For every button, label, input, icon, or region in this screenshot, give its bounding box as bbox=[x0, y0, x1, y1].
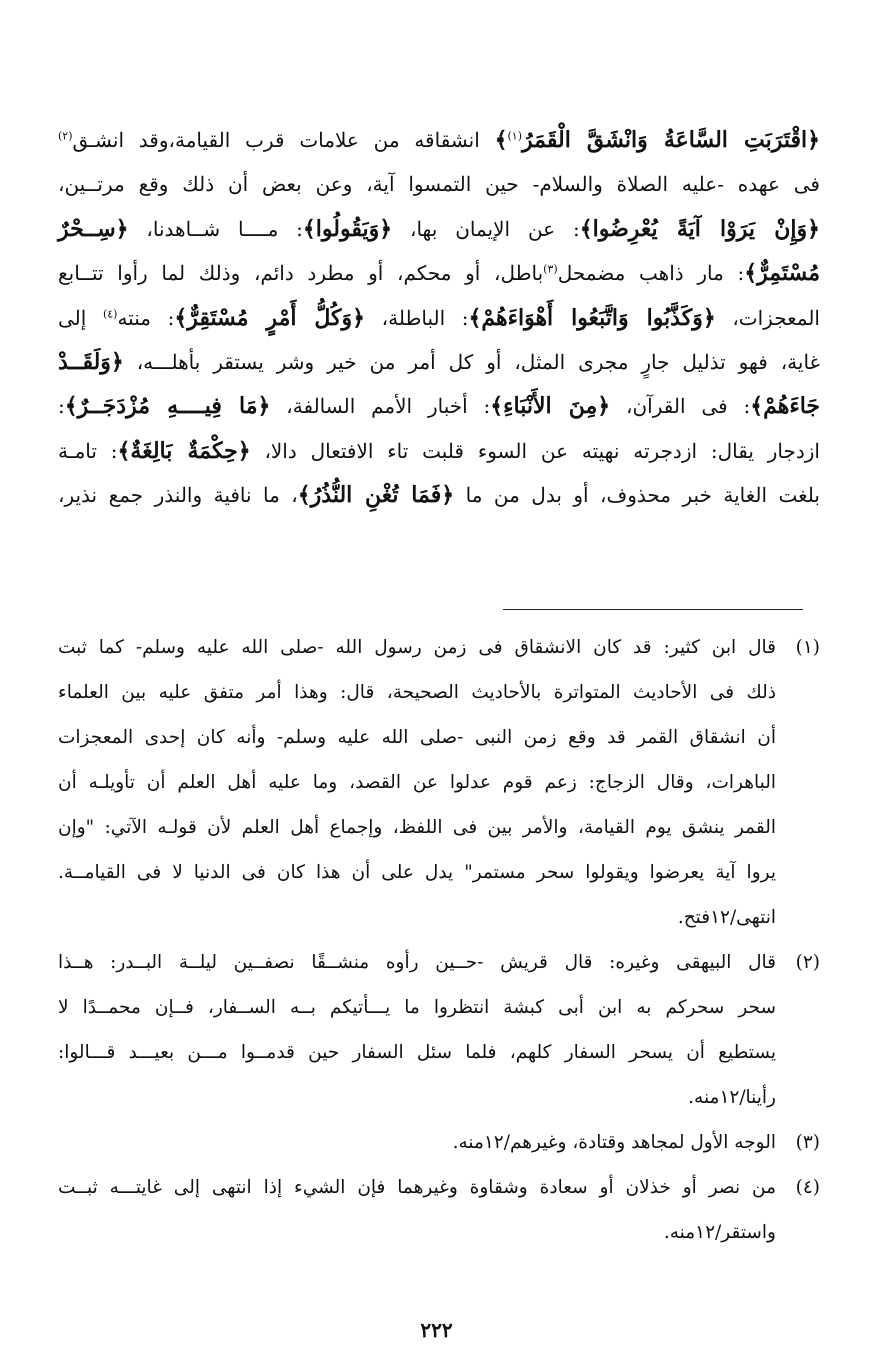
footnote-text: ذلك فى الأحاديث المتواترة بالأحاديث الصحيحة، قال: وهذا أمر متفق عليه بين العلماء bbox=[58, 682, 776, 703]
commentary-text: باطل، أو محكم، أو مطرد دائم، وذلك لما رأوا تتــابع bbox=[58, 261, 544, 286]
footnote-line bbox=[58, 805, 820, 850]
footnote-line bbox=[58, 1165, 820, 1210]
quran-verse: ﴿وَكَذَّبُوا وَاتَّبَعُوا أَهْوَاءَهُمْ﴾ bbox=[468, 304, 716, 331]
quran-verse: ﴿وَكُلُّ أَمْرٍ مُسْتَقِرٌّ﴾ bbox=[174, 304, 366, 331]
footnote-text: القمر ينشق يوم القيامة، والأمر بين فى اللفظ، وإجماع أهل العلم لأن قولـه الآتي: "وإن bbox=[58, 817, 776, 838]
commentary-text: ، ما نافية والنذر جمع نذير، bbox=[58, 483, 298, 508]
footnote-text: أن انشقاق القمر قد وقع زمن النبى -صلى الله عليه وسلم- وأنه كان إحدى المعجزات bbox=[58, 727, 776, 748]
footnote-marker: (٤) bbox=[102, 306, 118, 320]
footnote-text: من نصر أو خذلان أو سعادة وشقاوة وغيرهما فإن الشيء إذا انتهى إلى غايتـــه ثبــت bbox=[58, 1177, 776, 1198]
commentary-text: : عن الإيمان بها، bbox=[392, 216, 580, 241]
footnote-line bbox=[58, 760, 820, 805]
page-number: ٢٢٢ bbox=[420, 1318, 453, 1342]
quran-verse: مُسْتَمِرٌّ﴾ bbox=[744, 260, 820, 287]
footnote-line bbox=[58, 625, 820, 670]
quran-verse: ﴿حِكْمَةٌ بَالِغَةٌ﴾ bbox=[117, 437, 251, 464]
commentary-text: : منته bbox=[117, 305, 175, 330]
footnotes bbox=[58, 625, 820, 1255]
text-line bbox=[58, 384, 820, 428]
footnote-separator bbox=[503, 609, 803, 610]
commentary-text: : bbox=[58, 394, 65, 419]
quran-verse: ﴿وَلَقَــدْ bbox=[58, 348, 124, 375]
commentary-text: انشقاقه من علامات قرب القيامة،وقد انشـق bbox=[72, 128, 495, 152]
footnote-number: (٣) bbox=[795, 1132, 820, 1153]
commentary-text: بلغت الغاية خبر محذوف، أو بدل من ما bbox=[454, 483, 820, 508]
commentary-text: : مــــا شــاهدنا، bbox=[128, 216, 303, 241]
footnote-text: انتهى/١٢فتح. bbox=[677, 907, 776, 928]
quran-verse: ﴿سِــحْرٌ bbox=[58, 215, 129, 242]
commentary-text: ازدجار يقال: ازدجرته نهيته عن السوء قلبت تاء الافتعال دالا، bbox=[250, 438, 820, 463]
text-line bbox=[58, 296, 820, 340]
footnote-line bbox=[58, 1120, 820, 1165]
main-text bbox=[58, 118, 820, 518]
footnote-text: رأينا/١٢منه. bbox=[688, 1087, 776, 1108]
quran-verse: ﴿وَإِنْ يَرَوْا آيَةً يُعْرِضُوا﴾ bbox=[579, 215, 820, 242]
quran-verse: ﴿اقْتَرَبَتِ السَّاعَةُ وَانْشَقَّ الْقَمَرُ bbox=[522, 127, 820, 153]
text-line bbox=[58, 473, 820, 517]
footnote-line bbox=[58, 715, 820, 760]
footnote-number: (٤) bbox=[795, 1177, 820, 1198]
footnote-line bbox=[58, 1075, 820, 1120]
footnote-text: واستقر/١٢منه. bbox=[663, 1222, 776, 1243]
footnote-marker: (٢) bbox=[58, 129, 73, 143]
quran-verse: ﴿مَا فِيــــهِ مُزْدَجَــرٌ﴾ bbox=[64, 393, 271, 420]
commentary-text: : أخبار الأمم السالفة، bbox=[270, 394, 491, 419]
commentary-text: : تامـة bbox=[58, 438, 118, 463]
footnote-text: سحر سحركم به ابن أبى كبشة انتظروا ما يـــأتيكم بــه الســفار، فــإن محمــدًا لا bbox=[58, 997, 776, 1018]
footnote-text: قال ابن كثير: قد كان الانشقاق فى زمن رسول الله -صلى الله عليه وسلم- كما ثبت bbox=[58, 637, 776, 658]
footnote-line bbox=[58, 895, 820, 940]
quran-verse: ﴿فَمَا تُغْنِ النُّذُرُ﴾ bbox=[297, 482, 455, 509]
footnote-line bbox=[58, 1210, 820, 1255]
footnote-line bbox=[58, 1030, 820, 1075]
footnote-line bbox=[58, 940, 820, 985]
footnote-marker: (٣) bbox=[543, 262, 558, 276]
commentary-text: غاية، فهو تذليل جارٍ مجرى المثل، أو كل أمر من خير وشر يستقر بأهلـــه، bbox=[123, 349, 820, 374]
commentary-text: المعجزات، bbox=[715, 305, 820, 330]
text-line bbox=[58, 118, 820, 162]
quran-verse: ﴿مِنَ الأَنْبَاءِ﴾ bbox=[490, 393, 611, 420]
text-line bbox=[58, 340, 820, 384]
commentary-text: : الباطلة، bbox=[365, 305, 469, 330]
commentary-text: فى عهده -عليه الصلاة والسلام- حين التمسوا آية، وعن بعض أن ذلك وقع مرتــين، bbox=[58, 172, 820, 197]
text-line bbox=[58, 251, 820, 295]
commentary-text: : فى القرآن، bbox=[610, 394, 751, 419]
footnote-number: (١) bbox=[795, 637, 820, 658]
quran-verse: جَاءَهُمْ﴾ bbox=[750, 393, 820, 420]
footnote-text: يروا آية يعرضوا ويقولوا سحر مستمر" يدل على أن هذا كان فى الدنيا لا فى القيامــة. bbox=[58, 862, 776, 883]
quran-verse: ﴿وَيَقُولُوا﴾ bbox=[302, 215, 393, 242]
footnote-line bbox=[58, 850, 820, 895]
footnote-marker: (١) bbox=[507, 129, 522, 143]
text-line bbox=[58, 429, 820, 473]
footnote-text: الباهرات، وقال الزجاج: زعم قوم عدلوا عن القصد، وما عليه أهل العلم أن تأويلـه أن bbox=[58, 772, 776, 793]
footnote-number: (٢) bbox=[795, 952, 820, 973]
commentary-text: : مار ذاهب مضمحل bbox=[557, 261, 745, 286]
footnote-line bbox=[58, 670, 820, 715]
commentary-text: إلى bbox=[58, 305, 103, 330]
text-line bbox=[58, 162, 820, 206]
footnote-text: قال البيهقى وغيره: قال قريش -حــين رأوه منشــقًا نصفــين ليلــة البــدر: هــذا bbox=[58, 952, 776, 973]
footnote-line bbox=[58, 985, 820, 1030]
text-line bbox=[58, 207, 820, 251]
footnote-text: يستطيع أن يسحر السفار كلهم، فلما سئل السفار حين قدمــوا مـــن بعيـــد قـــالوا: bbox=[58, 1042, 776, 1063]
footnote-text: الوجه الأول لمجاهد وقتادة، وغيرهم/١٢منه. bbox=[452, 1132, 776, 1153]
quran-verse: ﴾ bbox=[494, 127, 508, 153]
